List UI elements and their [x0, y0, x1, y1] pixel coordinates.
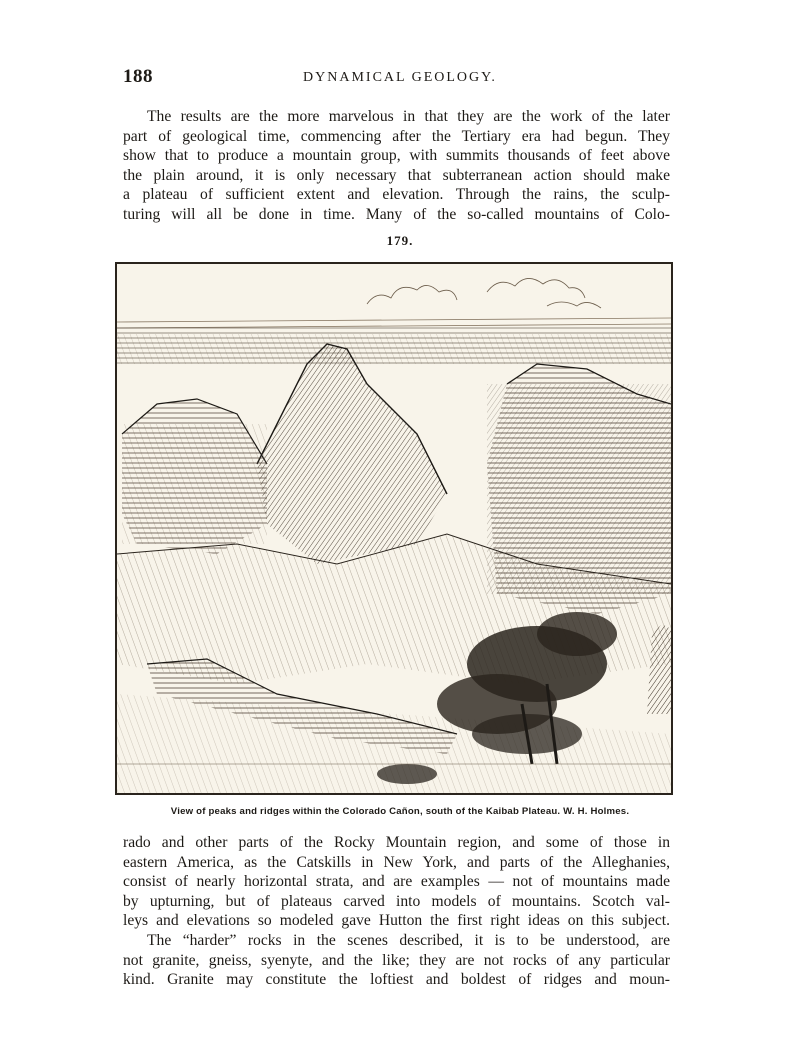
text-line: not granite, gneiss, syenyte, and the like; they are not rocks of any particular: [123, 951, 670, 969]
canyon-illustration: [117, 264, 671, 793]
running-head: DYNAMICAL GEOLOGY.: [303, 70, 497, 85]
paragraph-2: [123, 833, 670, 990]
text-line: leys and elevations so modeled gave Hutton the first right ideas on this subject.: [123, 912, 670, 930]
page-number: 188: [123, 66, 153, 87]
text-line: turing will all be done in time. Many of the so-called mountains of Colo-: [123, 205, 670, 223]
canyon-engraving: [115, 262, 673, 795]
paragraph-1: [123, 107, 670, 225]
text-line: part of geological time, commencing after the Tertiary era had begun. They: [123, 127, 670, 145]
text-line: a plateau of sufficient extent and elevation. Through the rains, the sculp-: [123, 186, 670, 204]
figure-caption: View of peaks and ridges within the Colorado Cañon, south of the Kaibab Plateau. W. H. Holmes.: [170, 806, 630, 817]
figure-number: 179.: [386, 233, 414, 248]
text-line: show that to produce a mountain group, with summits thousands of feet above: [123, 147, 670, 165]
text-line: kind. Granite may constitute the loftiest and boldest of ridges and moun-: [123, 971, 670, 989]
text-line: eastern America, as the Catskills in New York, and parts of the Alleghanies,: [123, 853, 670, 871]
text-line: The results are the more marvelous in that they are the work of the later: [147, 108, 670, 125]
text-line: by upturning, but of plateaus carved into models of mountains. Scotch val-: [123, 892, 670, 910]
text-line: the plain around, it is only necessary that subterranean action should make: [123, 166, 670, 184]
text-line: consist of nearly horizontal strata, and are examples — not of mountains made: [123, 873, 670, 891]
text-line: rado and other parts of the Rocky Mountain region, and some of those in: [123, 834, 670, 851]
text-line: The “harder” rocks in the scenes described, it is to be understood, are: [147, 931, 670, 949]
